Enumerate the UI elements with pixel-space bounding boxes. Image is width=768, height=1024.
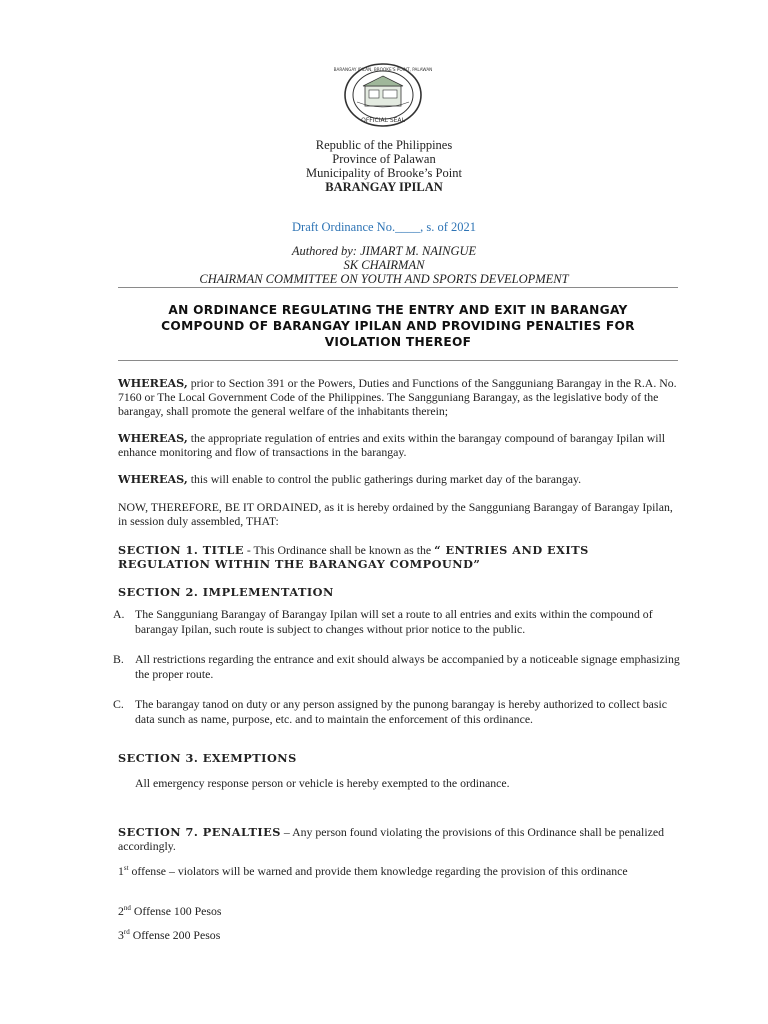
list-item-text: All restrictions regarding the entrance and exit should always be accompanied by a noticeable signage emphasizing the proper route. bbox=[135, 652, 680, 681]
offense-ordinal: rd bbox=[123, 928, 130, 937]
offense-text: offense – violators will be warned and provide them knowledge regarding the provision of this ordinance bbox=[128, 864, 628, 878]
whereas-lead: WHEREAS, bbox=[118, 472, 188, 486]
whereas-lead: WHEREAS, bbox=[118, 431, 188, 445]
section-7 bbox=[118, 825, 678, 853]
section-3-heading bbox=[118, 751, 678, 765]
title-line-1: AN ORDINANCE REGULATING THE ENTRY AND EXIT IN BARANGAY bbox=[168, 303, 628, 317]
list-item-label: B. bbox=[113, 652, 124, 666]
barangay-seal-logo bbox=[333, 62, 433, 128]
whereas-clause-3 bbox=[118, 472, 678, 486]
section-7-heading: SECTION 7. PENALTIES bbox=[118, 825, 281, 839]
draft-ordinance-line: Draft Ordinance No.____, s. of 2021 bbox=[292, 220, 476, 234]
seal-top-text: BARANGAY IPILAN, BROOKE'S POINT, PALAWAN bbox=[333, 67, 433, 72]
header-municipality: Municipality of Brooke’s Point bbox=[306, 166, 462, 180]
header-republic: Republic of the Philippines bbox=[315, 138, 453, 152]
offense-number: 1 bbox=[118, 864, 124, 878]
offense-number: 2 bbox=[118, 904, 124, 918]
offense-1 bbox=[118, 864, 678, 878]
offense-number: 3 bbox=[118, 928, 124, 942]
list-item-text: The barangay tanod on duty or any person assigned by the punong barangay is hereby authorized to collect basic data sunch as name, purpose, etc. and to maintain the enforcement of this ordinance. bbox=[135, 697, 668, 726]
title-line-2: COMPOUND OF BARANGAY IPILAN AND PROVIDING PENALTIES FOR bbox=[161, 319, 635, 333]
whereas-text: the appropriate regulation of entries and exits within the barangay compound of barangay Ipilan will enhance monitoring and flow of transactions in the barangay. bbox=[118, 431, 666, 459]
author-committee: CHAIRMAN COMMITTEE ON YOUTH AND SPORTS DEVELOPMENT bbox=[199, 272, 569, 286]
section-7-text: – Any person found violating the provisions of this Ordinance shall be penalized accordingly. bbox=[118, 825, 664, 853]
ordained-clause: NOW, THEREFORE, BE IT ORDAINED, as it is hereby ordained by the Sangguniang Barangay of Barangay Ipilan, in session duly assembled, THAT: bbox=[118, 500, 673, 528]
list-item-label: C. bbox=[113, 697, 124, 711]
whereas-text: prior to Section 391 or the Powers, Duties and Functions of the Sangguniang Barangay in the R.A. No. 7160 or The Local Government Code of the Philippines. The Sangguniang Barangay, as the legislative body of the barangay, shall promote the general welfare of the inhabitants therein; bbox=[118, 376, 677, 418]
section-1-text: - This Ordinance shall be known as the bbox=[243, 543, 435, 557]
section-2-heading bbox=[118, 585, 678, 599]
offense-3 bbox=[118, 928, 678, 942]
section-3-text: All emergency response person or vehicle is hereby exempted to the ordinance. bbox=[135, 776, 510, 790]
list-item-text: The Sangguniang Barangay of Barangay Ipilan will set a route to all entries and exits within the compound of barangay Ipilan, such route is subject to changes without prior notice to the public. bbox=[135, 607, 653, 636]
section-1-heading: SECTION 1. TITLE bbox=[118, 543, 244, 557]
ordinance-title bbox=[118, 302, 678, 350]
seal-bottom-text: OFFICIAL SEAL bbox=[361, 117, 405, 124]
offense-text: Offense 200 Pesos bbox=[129, 928, 221, 942]
section-3-heading-text: SECTION 3. EXEMPTIONS bbox=[118, 751, 297, 765]
header-barangay: BARANGAY IPILAN bbox=[325, 180, 443, 194]
divider-bottom bbox=[118, 360, 678, 361]
whereas-lead: WHEREAS, bbox=[118, 376, 188, 390]
offense-ordinal: st bbox=[123, 864, 129, 873]
whereas-clause-1 bbox=[118, 376, 678, 418]
section-2-heading-text: SECTION 2. IMPLEMENTATION bbox=[118, 585, 334, 599]
offense-2 bbox=[118, 904, 678, 918]
offense-text: Offense 100 Pesos bbox=[130, 904, 222, 918]
header-province: Province of Palawan bbox=[332, 152, 436, 166]
list-item-label: A. bbox=[113, 607, 125, 621]
author-position: SK CHAIRMAN bbox=[343, 258, 425, 272]
section-1-quote: “ ENTRIES AND EXITS REGULATION WITHIN THE BARANGAY COMPOUND” bbox=[118, 543, 589, 571]
whereas-text: this will enable to control the public gatherings during market day of the barangay. bbox=[187, 472, 582, 486]
author-line: Authored by: JIMART M. NAINGUE bbox=[291, 244, 477, 258]
offense-ordinal: nd bbox=[123, 904, 131, 913]
whereas-clause-2 bbox=[118, 431, 678, 459]
section-1 bbox=[118, 543, 678, 571]
title-line-3: VIOLATION THEREOF bbox=[324, 335, 472, 349]
divider-top bbox=[118, 287, 678, 288]
